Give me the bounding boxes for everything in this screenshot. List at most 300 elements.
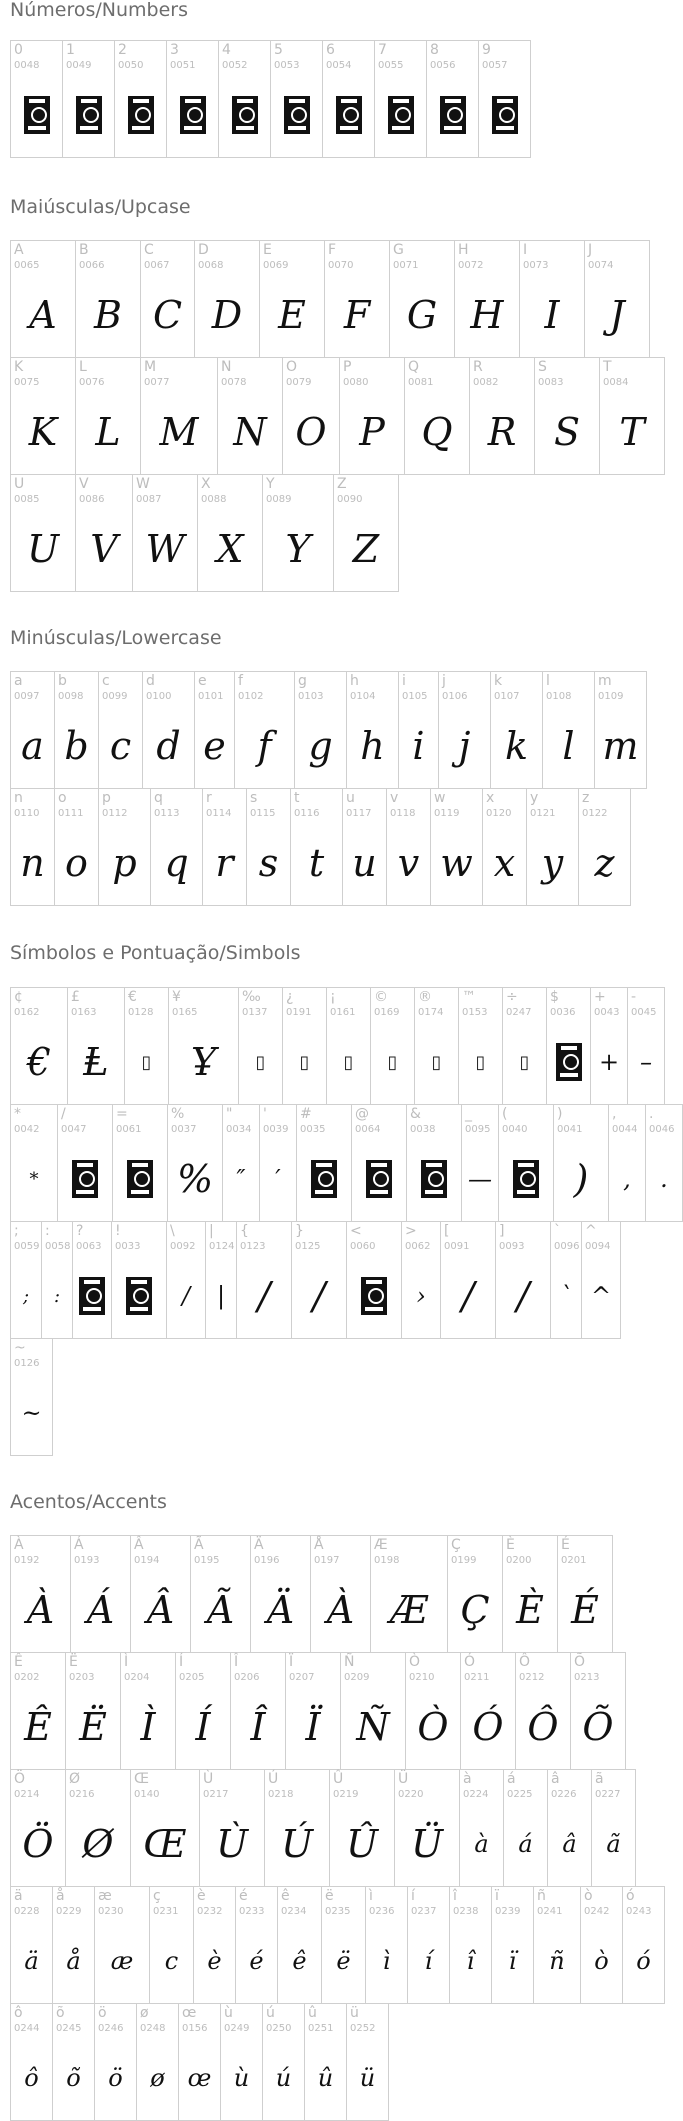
character-code: 0120 xyxy=(486,808,512,819)
grid-numbers xyxy=(10,40,530,157)
glyph-cell xyxy=(202,788,247,906)
glyph-cell xyxy=(581,1221,621,1339)
glyph-cell xyxy=(478,40,531,158)
glyph-cell xyxy=(75,474,133,592)
grid-upcase xyxy=(10,240,664,591)
character-label: n xyxy=(14,790,23,806)
glyph-cell xyxy=(401,1221,441,1339)
character-code: 0203 xyxy=(69,1672,95,1683)
glyph-preview: ′ xyxy=(275,1165,281,1193)
glyph-row xyxy=(10,2003,664,2120)
glyph-preview: Ⱡ xyxy=(83,1040,109,1084)
glyph-cell xyxy=(291,1221,347,1339)
character-code: 0169 xyxy=(374,1007,400,1018)
glyph-preview: V xyxy=(90,527,118,571)
glyph-row xyxy=(10,671,646,788)
glyph-preview: ö xyxy=(108,2064,123,2092)
character-label: ~ xyxy=(14,1340,26,1356)
glyph-cell xyxy=(608,1104,646,1222)
character-code: 0246 xyxy=(98,2023,124,2034)
character-label: Ë xyxy=(69,1654,78,1670)
glyph-preview: Ú xyxy=(280,1822,314,1866)
glyph-cell xyxy=(622,1886,665,2004)
character-code: 0232 xyxy=(197,1906,223,1917)
glyph-preview: Ä xyxy=(266,1588,295,1632)
character-label: > xyxy=(405,1223,417,1239)
glyph-row xyxy=(10,240,664,357)
glyph-preview: ñ xyxy=(549,1947,565,1975)
glyph-cell xyxy=(10,1535,71,1653)
glyph-cell xyxy=(498,1104,554,1222)
section-title-lowercase: Minúsculas/Lowercase xyxy=(10,627,222,649)
character-label: S xyxy=(538,359,547,375)
glyph-cell xyxy=(57,1104,113,1222)
character-code: 0056 xyxy=(430,60,456,71)
logo-icon xyxy=(311,1160,337,1198)
glyph-cell xyxy=(547,1769,592,1887)
character-label: b xyxy=(58,673,67,689)
character-label: é xyxy=(239,1888,248,1904)
glyph-preview: L xyxy=(95,410,121,454)
glyph-preview: K xyxy=(28,410,58,454)
character-label: î xyxy=(453,1888,457,1904)
character-code: 0161 xyxy=(330,1007,356,1018)
character-code: 0192 xyxy=(14,1555,40,1566)
glyph-cell xyxy=(482,788,527,906)
glyph-cell xyxy=(259,1104,297,1222)
character-label: â xyxy=(551,1771,560,1787)
glyph-cell xyxy=(346,2003,389,2121)
character-label: W xyxy=(136,476,150,492)
glyph-preview: z xyxy=(594,841,615,885)
character-code: 0123 xyxy=(240,1241,266,1252)
character-label: € xyxy=(128,989,137,1005)
character-label: ¥ xyxy=(172,989,181,1005)
glyph-cell xyxy=(75,240,141,358)
glyph-preview: a xyxy=(21,724,44,768)
glyph-preview: p xyxy=(112,841,137,885)
glyph-preview: — xyxy=(468,1165,492,1193)
section-title-numbers: Números/Numbers xyxy=(10,0,188,21)
character-code: 0209 xyxy=(344,1672,370,1683)
character-code: 0045 xyxy=(631,1007,657,1018)
character-code: 0067 xyxy=(144,260,170,271)
glyph-preview: B xyxy=(94,293,122,337)
glyph-preview: è xyxy=(207,1947,222,1975)
glyph-cell xyxy=(222,1104,260,1222)
section-title-symbols: Símbolos e Pontuação/Simbols xyxy=(10,942,301,964)
glyph-cell xyxy=(346,671,399,789)
character-code: 0231 xyxy=(153,1906,179,1917)
character-code: 0116 xyxy=(294,808,320,819)
character-code: 0100 xyxy=(146,691,172,702)
logo-icon xyxy=(366,1160,392,1198)
character-code: 0206 xyxy=(234,1672,260,1683)
character-label: A xyxy=(14,242,24,258)
glyph-cell xyxy=(236,1221,292,1339)
missing-glyph-logo-icon xyxy=(58,1139,112,1219)
character-code: 0085 xyxy=(14,494,40,505)
character-code: 0104 xyxy=(350,691,376,702)
character-code: 0230 xyxy=(98,1906,124,1917)
glyph-cell xyxy=(41,1221,73,1339)
character-code: 0084 xyxy=(603,377,629,388)
missing-glyph-logo-icon xyxy=(219,75,270,155)
character-code: 0237 xyxy=(411,1906,437,1917)
character-label: ! xyxy=(115,1223,121,1239)
character-label: R xyxy=(473,359,483,375)
character-code: 0126 xyxy=(14,1358,40,1369)
glyph-preview: – xyxy=(640,1048,652,1076)
glyph-preview: f xyxy=(257,724,272,768)
character-code: 0191 xyxy=(286,1007,312,1018)
character-code: 0077 xyxy=(144,377,170,388)
glyph-cell xyxy=(10,987,68,1105)
glyph-cell xyxy=(168,987,239,1105)
glyph-preview: ê xyxy=(292,1947,307,1975)
glyph-preview: Z xyxy=(352,527,380,571)
glyph-cell xyxy=(469,357,535,475)
glyph-cell xyxy=(217,357,283,475)
glyph-cell xyxy=(503,1769,548,1887)
glyph-preview: › xyxy=(416,1282,426,1310)
character-code: 0211 xyxy=(464,1672,490,1683)
glyph-cell xyxy=(238,987,283,1105)
glyph-cell xyxy=(290,788,343,906)
glyph-cell xyxy=(220,2003,263,2121)
glyph-preview: e xyxy=(203,724,226,768)
glyph-preview: ü xyxy=(359,2064,376,2092)
missing-glyph-logo-icon xyxy=(375,75,426,155)
character-code: 0236 xyxy=(369,1906,395,1917)
logo-icon xyxy=(72,1160,98,1198)
character-code: 0193 xyxy=(74,1555,100,1566)
character-code: 0174 xyxy=(418,1007,444,1018)
character-code: 0103 xyxy=(298,691,324,702)
glyph-preview: W xyxy=(145,527,185,571)
glyph-cell xyxy=(447,1535,503,1653)
character-label: Â xyxy=(134,1537,144,1553)
logo-icon xyxy=(24,96,50,134)
character-code: 0218 xyxy=(268,1789,294,1800)
glyph-preview: Q xyxy=(421,410,453,454)
character-label: © xyxy=(374,989,388,1005)
glyph-cell xyxy=(519,240,585,358)
character-code: 0244 xyxy=(14,2023,40,2034)
glyph-preview: È xyxy=(516,1588,544,1632)
character-label: N xyxy=(221,359,232,375)
missing-glyph-logo-icon xyxy=(63,75,114,155)
character-code: 0233 xyxy=(239,1906,265,1917)
logo-icon xyxy=(180,96,206,134)
missing-glyph-logo-icon xyxy=(112,1256,166,1336)
glyph-cell xyxy=(262,474,334,592)
character-label: £ xyxy=(71,989,80,1005)
character-code: 0250 xyxy=(266,2023,292,2034)
glyph-cell xyxy=(389,240,455,358)
character-label: z xyxy=(582,790,590,806)
character-label: Ö xyxy=(14,1771,26,1787)
character-code: 0039 xyxy=(263,1124,289,1135)
character-label: X xyxy=(201,476,211,492)
character-code: 0156 xyxy=(182,2023,208,2034)
character-code: 0227 xyxy=(595,1789,621,1800)
character-label: 3 xyxy=(170,42,179,58)
character-label: ä xyxy=(14,1888,23,1904)
missing-glyph-logo-icon xyxy=(115,75,166,155)
character-code: 0055 xyxy=(378,60,404,71)
glyph-preview: j xyxy=(458,724,471,768)
glyph-cell xyxy=(150,788,203,906)
glyph-preview: | xyxy=(216,1282,226,1310)
glyph-cell xyxy=(370,987,415,1105)
glyph-preview: É xyxy=(571,1588,599,1632)
character-code: 0205 xyxy=(179,1672,205,1683)
character-code: 0124 xyxy=(209,1241,235,1252)
glyph-preview: ï xyxy=(508,1947,517,1975)
character-label: ] xyxy=(499,1223,505,1239)
missing-glyph-logo-icon xyxy=(167,75,218,155)
character-label: Ã xyxy=(194,1537,204,1553)
glyph-preview: . xyxy=(660,1165,668,1193)
character-label: x xyxy=(486,790,495,806)
character-code: 0094 xyxy=(585,1241,611,1252)
glyph-cell xyxy=(495,1221,551,1339)
glyph-cell xyxy=(10,40,63,158)
glyph-cell xyxy=(277,1886,322,2004)
character-label: ? xyxy=(76,1223,84,1239)
glyph-preview: w xyxy=(440,841,473,885)
glyph-preview: / xyxy=(516,1274,530,1318)
character-label: @ xyxy=(355,1106,369,1122)
character-code: 0106 xyxy=(442,691,468,702)
glyph-cell xyxy=(340,1652,406,1770)
logo-icon xyxy=(126,1277,152,1315)
character-code: 0234 xyxy=(281,1906,307,1917)
character-code: 0122 xyxy=(582,808,608,819)
glyph-preview: O xyxy=(295,410,327,454)
glyph-preview: S xyxy=(553,410,581,454)
glyph-cell xyxy=(235,1886,278,2004)
glyph-preview: å xyxy=(66,1947,81,1975)
glyph-cell xyxy=(405,1652,461,1770)
logo-icon xyxy=(76,96,102,134)
glyph-preview: ) xyxy=(573,1157,589,1201)
character-label: Ä xyxy=(254,1537,264,1553)
character-label: ò xyxy=(584,1888,593,1904)
missing-glyph-logo-icon xyxy=(323,75,374,155)
glyph-cell xyxy=(458,987,503,1105)
glyph-preview: Ï xyxy=(305,1705,321,1749)
glyph-cell xyxy=(321,1886,366,2004)
glyph-preview: b xyxy=(64,724,89,768)
character-code: 0090 xyxy=(337,494,363,505)
glyph-preview: ▯ xyxy=(387,1051,398,1073)
character-code: 0087 xyxy=(136,494,162,505)
character-label: \ xyxy=(170,1223,175,1239)
glyph-cell xyxy=(54,671,99,789)
character-code: 0072 xyxy=(458,260,484,271)
glyph-preview: / xyxy=(312,1274,326,1318)
character-label: o xyxy=(58,790,67,806)
glyph-preview: Ü xyxy=(410,1822,444,1866)
grid-lowercase xyxy=(10,671,646,905)
character-code: 0194 xyxy=(134,1555,160,1566)
character-code: 0111 xyxy=(58,808,84,819)
glyph-cell xyxy=(591,1769,636,1887)
character-label: f xyxy=(238,673,243,689)
glyph-cell xyxy=(166,1221,206,1339)
character-code: 0048 xyxy=(14,60,40,71)
character-code: 0083 xyxy=(538,377,564,388)
glyph-preview: : xyxy=(53,1285,61,1307)
glyph-cell xyxy=(67,987,125,1105)
glyph-cell xyxy=(149,1886,194,2004)
character-label: ) xyxy=(557,1106,563,1122)
glyph-preview: P xyxy=(359,410,385,454)
character-label: D xyxy=(198,242,209,258)
character-code: 0074 xyxy=(588,260,614,271)
glyph-cell xyxy=(310,1535,371,1653)
character-code: 0092 xyxy=(170,1241,196,1252)
glyph-preview: i xyxy=(412,724,425,768)
character-code: 0226 xyxy=(551,1789,577,1800)
character-label: È xyxy=(506,1537,515,1553)
glyph-preview: D xyxy=(211,293,243,337)
glyph-cell xyxy=(339,357,405,475)
glyph-preview: X xyxy=(216,527,244,571)
character-code: 0060 xyxy=(350,1241,376,1252)
glyph-preview: ▯ xyxy=(519,1051,530,1073)
missing-glyph-logo-icon xyxy=(479,75,530,155)
character-code: 0220 xyxy=(398,1789,424,1800)
character-code: 0105 xyxy=(402,691,428,702)
glyph-preview: , xyxy=(623,1165,631,1193)
missing-glyph-logo-icon xyxy=(407,1139,461,1219)
logo-icon xyxy=(388,96,414,134)
character-code: 0214 xyxy=(14,1789,40,1800)
logo-icon xyxy=(127,1160,153,1198)
glyph-cell xyxy=(491,1886,534,2004)
glyph-preview: Á xyxy=(86,1588,115,1632)
glyph-preview: ▯ xyxy=(343,1051,354,1073)
glyph-preview: A xyxy=(29,293,57,337)
character-label: = xyxy=(116,1106,128,1122)
glyph-cell xyxy=(404,357,470,475)
character-label: è xyxy=(197,1888,206,1904)
glyph-cell xyxy=(193,1886,236,2004)
character-code: 0063 xyxy=(76,1241,102,1252)
glyph-cell xyxy=(124,987,169,1105)
glyph-preview: Ã xyxy=(206,1588,235,1632)
character-code: 0050 xyxy=(118,60,144,71)
glyph-preview: C xyxy=(152,293,183,337)
character-label: L xyxy=(79,359,87,375)
logo-icon xyxy=(440,96,466,134)
character-label: Ü xyxy=(398,1771,409,1787)
character-label: U xyxy=(14,476,25,492)
character-code: 0095 xyxy=(465,1124,491,1135)
glyph-preview: Ұ xyxy=(190,1040,217,1084)
glyph-cell xyxy=(546,987,591,1105)
missing-glyph-logo-icon xyxy=(547,1022,590,1102)
glyph-cell xyxy=(438,671,491,789)
character-label: r xyxy=(206,790,212,806)
glyph-cell xyxy=(250,1535,311,1653)
glyph-row xyxy=(10,1535,664,1652)
glyph-row xyxy=(10,1886,664,2003)
glyph-preview: F xyxy=(343,293,371,337)
character-label: s xyxy=(250,790,258,806)
character-code: 0229 xyxy=(56,1906,82,1917)
character-code: 0235 xyxy=(325,1906,351,1917)
logo-icon xyxy=(336,96,362,134)
character-code: 0108 xyxy=(546,691,572,702)
glyph-cell xyxy=(584,240,650,358)
logo-icon xyxy=(79,1277,105,1315)
character-code: 0080 xyxy=(343,377,369,388)
glyph-preview: y xyxy=(541,841,564,885)
character-label: B xyxy=(79,242,89,258)
glyph-preview: c xyxy=(164,1947,179,1975)
logo-icon xyxy=(556,1043,582,1081)
character-code: 0198 xyxy=(374,1555,400,1566)
character-label: v xyxy=(390,790,399,806)
character-code: 0091 xyxy=(444,1241,470,1252)
glyph-cell xyxy=(167,1104,223,1222)
glyph-row xyxy=(10,1652,664,1769)
glyph-cell xyxy=(329,1769,395,1887)
glyph-preview: ò xyxy=(594,1947,609,1975)
glyph-preview: E xyxy=(278,293,306,337)
glyph-cell xyxy=(365,1886,408,2004)
glyph-preview: g xyxy=(308,724,333,768)
character-code: 0071 xyxy=(393,260,419,271)
character-label: K xyxy=(14,359,24,375)
character-code: 0249 xyxy=(224,2023,250,2034)
character-code: 0096 xyxy=(554,1241,580,1252)
glyph-preview: ″ xyxy=(236,1165,246,1193)
character-label: 0 xyxy=(14,42,23,58)
glyph-cell xyxy=(234,671,295,789)
character-code: 0225 xyxy=(507,1789,533,1800)
character-code: 0053 xyxy=(274,60,300,71)
glyph-cell xyxy=(490,671,543,789)
glyph-cell xyxy=(533,1886,581,2004)
character-code: 0210 xyxy=(409,1672,435,1683)
character-label: ¡ xyxy=(330,989,336,1005)
glyph-preview: % xyxy=(176,1157,214,1201)
section-title-accents: Acentos/Accents xyxy=(10,1491,167,1513)
character-label: Ñ xyxy=(344,1654,355,1670)
character-label: Y xyxy=(266,476,275,492)
glyph-preview: Ö xyxy=(22,1822,54,1866)
glyph-cell xyxy=(142,671,195,789)
glyph-preview: ▯ xyxy=(475,1051,486,1073)
character-label: } xyxy=(295,1223,304,1239)
glyph-preview: ▯ xyxy=(431,1051,442,1073)
glyph-preview: v xyxy=(397,841,420,885)
character-label: m xyxy=(598,673,612,689)
glyph-cell xyxy=(461,1104,499,1222)
glyph-preview: + xyxy=(598,1048,620,1076)
character-label: à xyxy=(463,1771,472,1787)
glyph-cell xyxy=(10,1886,53,2004)
glyph-cell xyxy=(52,1886,95,2004)
character-code: 0098 xyxy=(58,691,84,702)
character-label: œ xyxy=(182,2005,197,2021)
character-label: ô xyxy=(14,2005,23,2021)
